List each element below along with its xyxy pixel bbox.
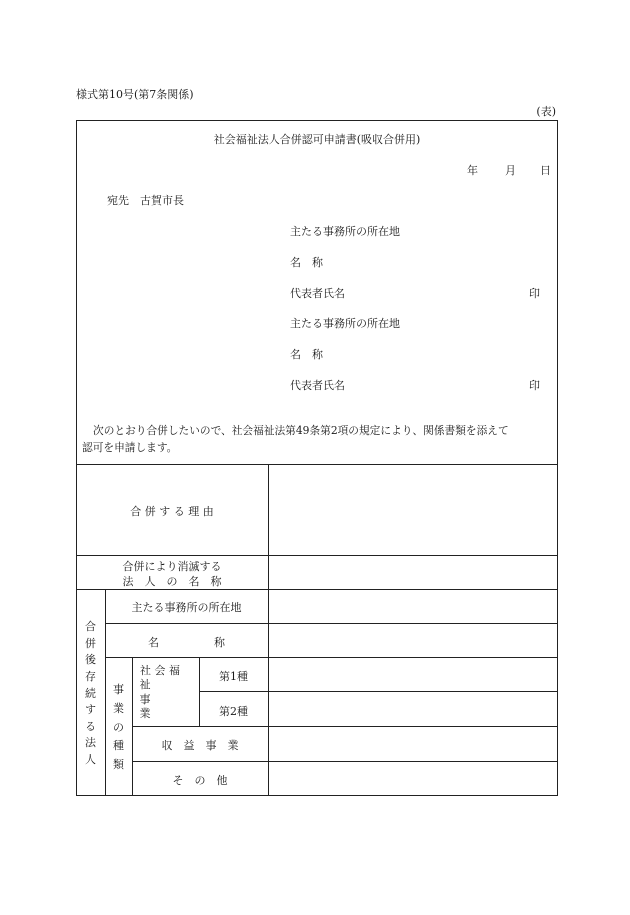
dissolved-label-line2: 法 人 の 名 称 [122,575,222,588]
row-rule-reason [76,555,558,556]
applicant1-seal: 印 [529,287,540,300]
business-char: 種 [113,739,124,753]
date-day-label: 日 [540,164,551,177]
social-char: 祉 [139,678,151,691]
row-rule-type1 [199,691,558,692]
type1-label: 第1種 [219,670,248,683]
row-rule-office [105,623,558,624]
addressee: 宛先 古賀市長 [107,194,184,207]
social-welfare-label [134,679,156,719]
business-char: の [113,720,124,734]
row-rule-name [105,657,558,658]
surviving-char: 合 [85,620,96,633]
applicant1-name-label: 名 称 [290,256,323,269]
name-label: 名 称 [148,636,225,649]
surviving-corporation-label [76,621,105,765]
row-rule-social [132,726,558,727]
row-rule-dissolved [76,589,558,590]
dissolved-label-line1: 合併により消滅する [122,560,222,573]
date-year-label: 年 [467,164,478,177]
social-char: 事 [139,692,151,706]
side-marker: (表) [536,105,556,118]
surviving-char: す [85,703,96,717]
office-label: 主たる事務所の所在地 [131,601,242,614]
table-top-rule [76,464,558,465]
type2-label: 第2種 [219,705,248,718]
surviving-char: 法 [85,736,96,750]
business-char: 類 [113,758,124,771]
table-value-column-rule [268,464,269,796]
date-month-label: 月 [505,164,516,177]
body-text-line2: 認可を申請します。 [82,441,178,454]
form-number: 様式第10号(第7条関係) [76,88,194,101]
other-label: そ の 他 [172,774,228,787]
surviving-char: 後 [85,653,96,667]
applicant2-office-label: 主たる事務所の所在地 [290,317,400,330]
business-type-label [105,684,132,770]
form-title: 社会福祉法人合併認可申請書(吸収合併用) [213,133,421,146]
reason-label: 合 併 す る 理 由 [130,505,214,518]
profit-business-label: 収 益 事 業 [161,739,239,752]
applicant2-name-label: 名 称 [290,348,323,361]
row-rule-profit [132,761,558,762]
applicant2-rep-label: 代表者氏名 [290,379,345,392]
surviving-char: 続 [85,686,96,700]
business-char: 業 [113,701,124,715]
social-welfare-label-line1: 社 会 福 [140,664,180,677]
surviving-char: 併 [85,636,96,650]
applicant2-seal: 印 [529,379,540,392]
applicant1-rep-label: 代表者氏名 [290,287,345,300]
surviving-char: 存 [85,669,96,683]
body-text-line1: 次のとおり合併したいので、社会福祉法第49条第2項の規定により、関係書類を添えて [93,424,509,437]
social-char: 業 [139,707,151,720]
business-char: 事 [113,683,124,696]
surviving-char: 人 [85,753,96,766]
applicant1-office-label: 主たる事務所の所在地 [290,225,400,238]
surviving-char: る [85,719,96,733]
